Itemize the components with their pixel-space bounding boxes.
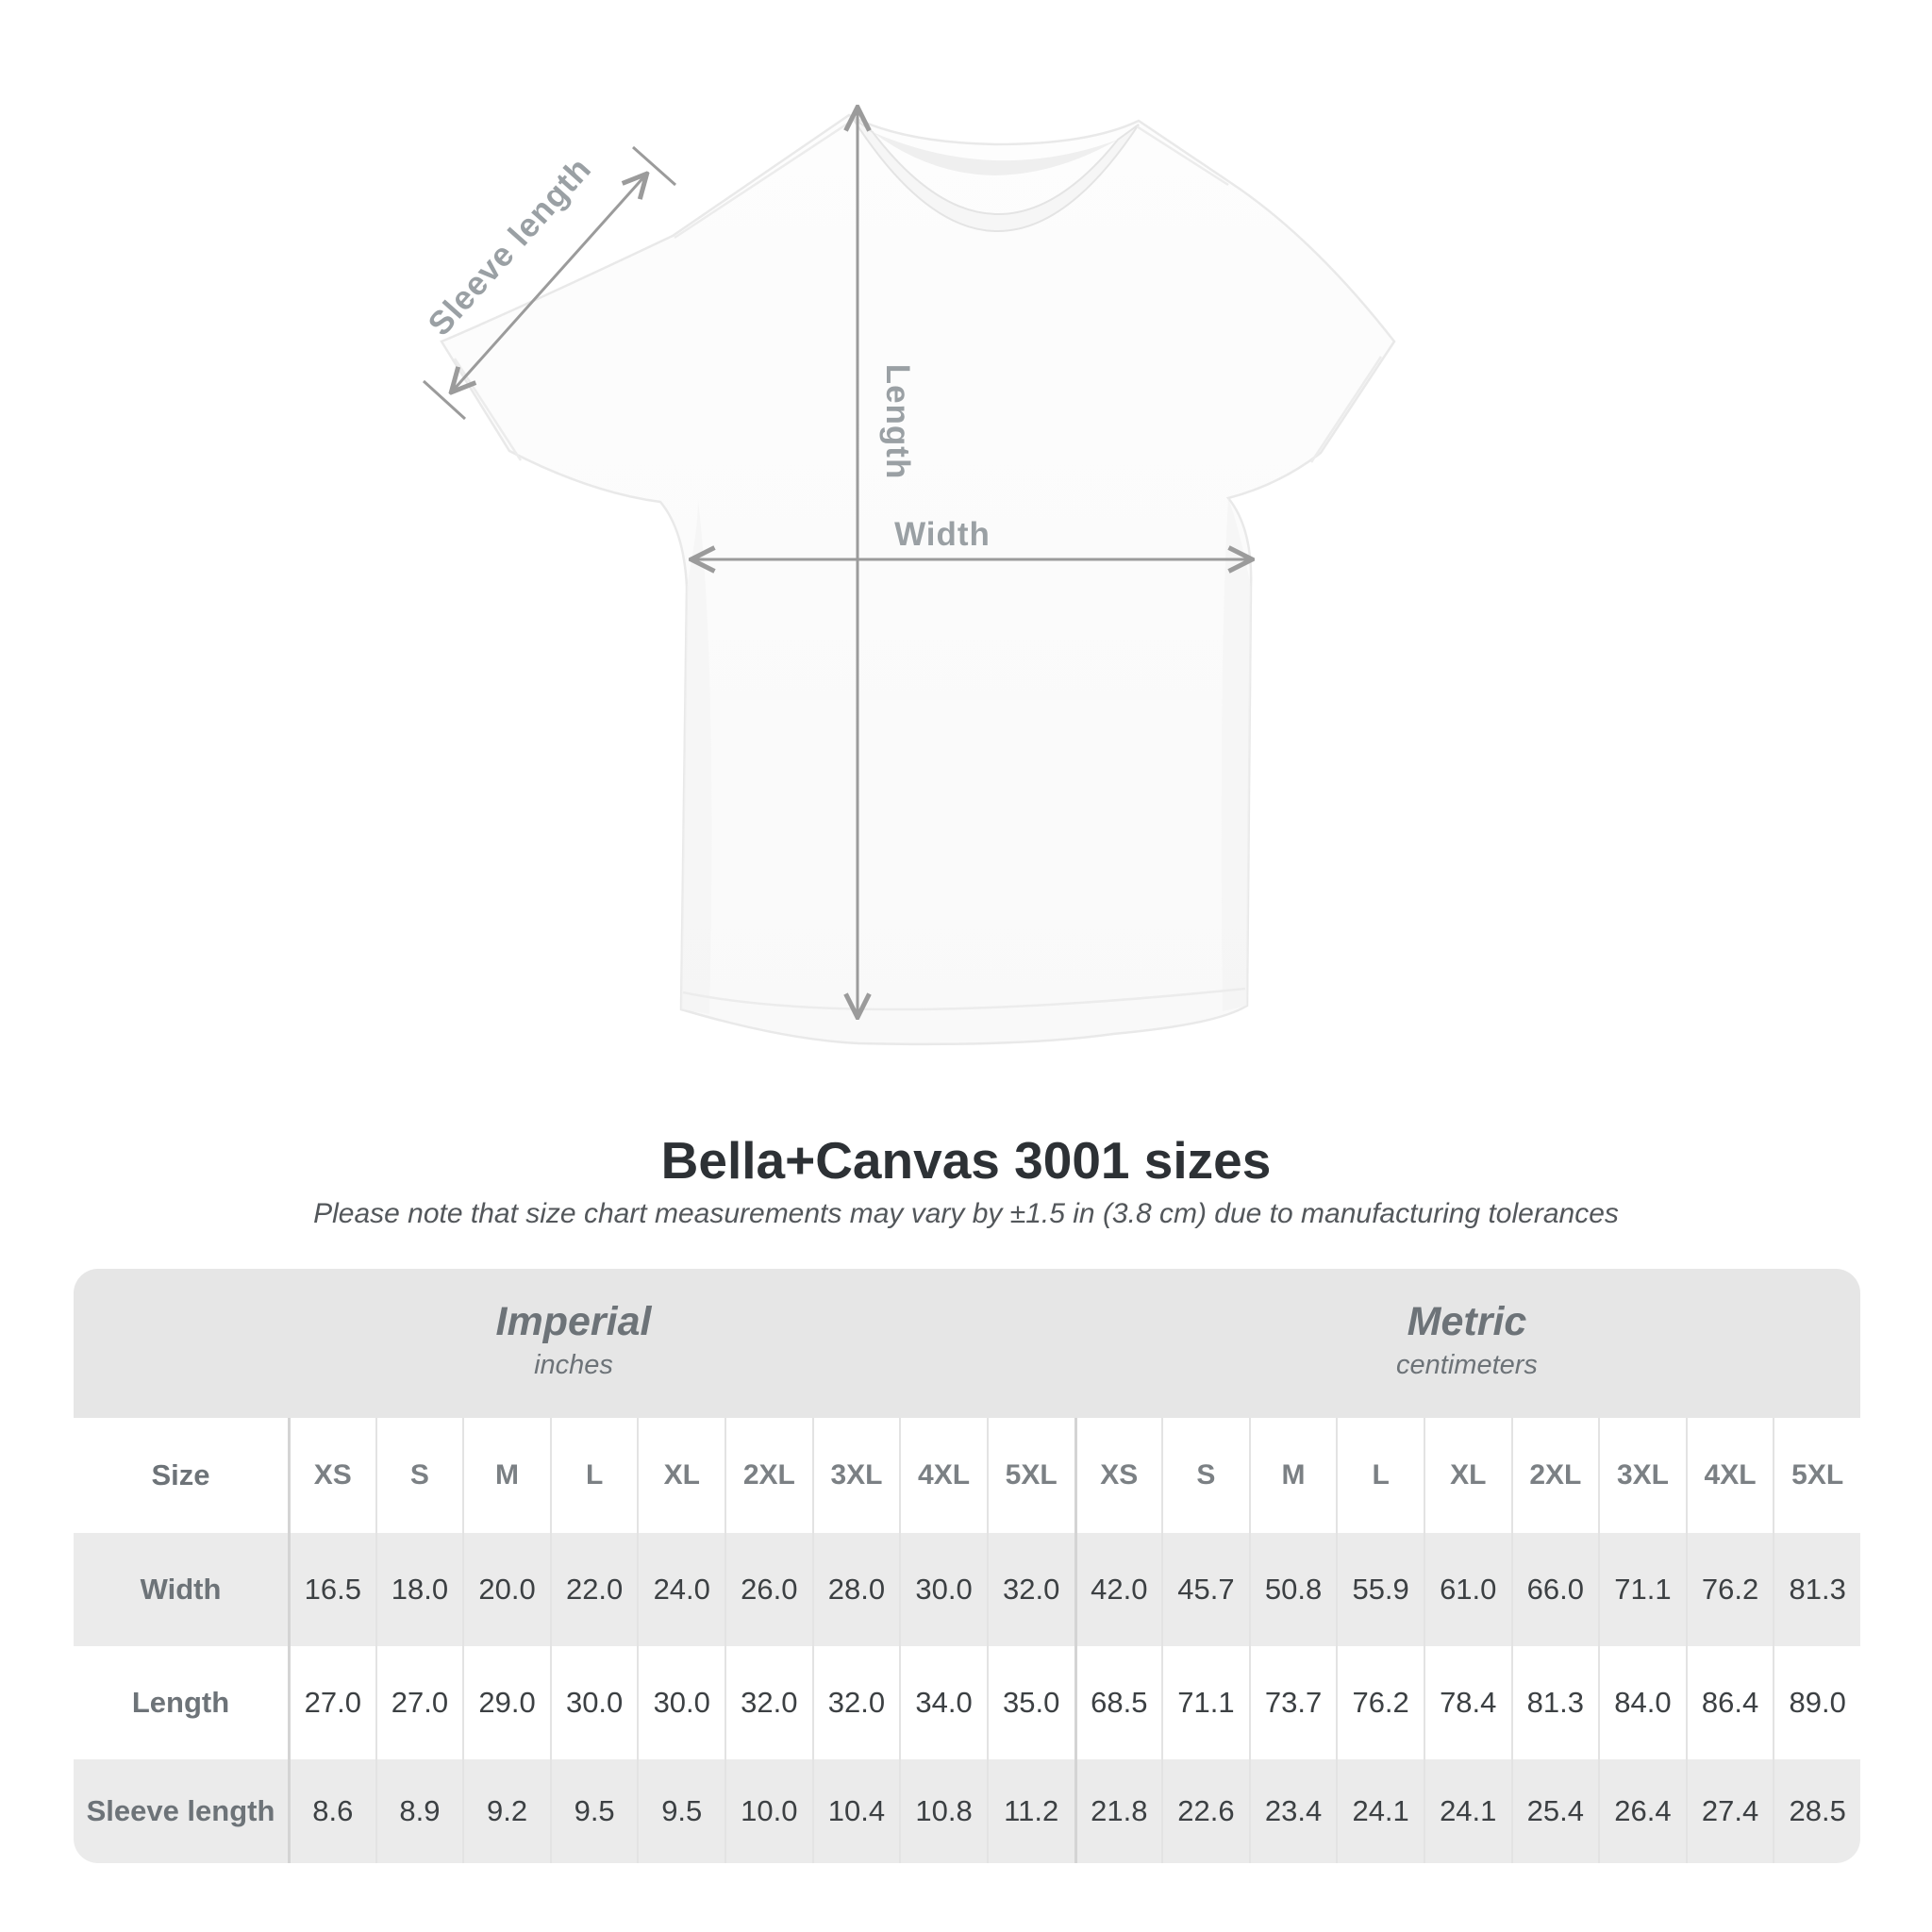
value-metric-width-xs: 42.0 (1074, 1533, 1162, 1646)
size-header-imperial-xs: XS (288, 1418, 375, 1533)
value-metric-length-2xl: 81.3 (1511, 1646, 1599, 1759)
value-imperial-length-2xl: 32.0 (724, 1646, 812, 1759)
value-imperial-sleeve-length-m: 9.2 (462, 1759, 550, 1863)
imperial-header-cell (74, 1269, 1074, 1418)
value-metric-sleeve-length-4xl: 27.4 (1686, 1759, 1774, 1863)
value-metric-length-xs: 68.5 (1074, 1646, 1162, 1759)
value-imperial-width-xs: 16.5 (288, 1533, 375, 1646)
size-header-metric-l: L (1336, 1418, 1424, 1533)
size-header-metric-4xl: 4XL (1686, 1418, 1774, 1533)
row-label-length: Length (131, 1686, 230, 1719)
value-imperial-sleeve-length-5xl: 11.2 (987, 1759, 1074, 1863)
value-imperial-length-xl: 30.0 (637, 1646, 724, 1759)
value-imperial-length-4xl: 34.0 (899, 1646, 987, 1759)
value-imperial-sleeve-length-2xl: 10.0 (724, 1759, 812, 1863)
value-metric-sleeve-length-xl: 24.1 (1424, 1759, 1511, 1863)
value-metric-sleeve-length-5xl: 28.5 (1773, 1759, 1860, 1863)
value-metric-length-s: 71.1 (1161, 1646, 1249, 1759)
page-title: Bella+Canvas 3001 sizes (660, 1131, 1272, 1190)
value-metric-width-s: 45.7 (1161, 1533, 1249, 1646)
size-header-metric-xl: XL (1424, 1418, 1511, 1533)
value-metric-sleeve-length-m: 23.4 (1249, 1759, 1337, 1863)
value-imperial-width-xl: 24.0 (637, 1533, 724, 1646)
sleeve-length-label: Sleeve length (421, 150, 599, 343)
value-metric-length-m: 73.7 (1249, 1646, 1337, 1759)
value-metric-length-5xl: 89.0 (1773, 1646, 1860, 1759)
imperial-header: Imperial (495, 1299, 652, 1344)
value-imperial-width-l: 22.0 (550, 1533, 638, 1646)
value-metric-width-5xl: 81.3 (1773, 1533, 1860, 1646)
size-header-metric-s: S (1161, 1418, 1249, 1533)
value-imperial-sleeve-length-xl: 9.5 (637, 1759, 724, 1863)
metric-header: Metric (1407, 1299, 1527, 1344)
size-header-metric-5xl: 5XL (1773, 1418, 1860, 1533)
value-metric-width-m: 50.8 (1249, 1533, 1337, 1646)
value-metric-width-l: 55.9 (1336, 1533, 1424, 1646)
value-imperial-width-3xl: 28.0 (812, 1533, 900, 1646)
width-label: Width (894, 516, 991, 553)
value-metric-width-2xl: 66.0 (1511, 1533, 1599, 1646)
value-metric-length-xl: 78.4 (1424, 1646, 1511, 1759)
value-imperial-sleeve-length-3xl: 10.4 (812, 1759, 900, 1863)
value-metric-sleeve-length-xs: 21.8 (1074, 1759, 1162, 1863)
size-header-imperial-xl: XL (637, 1418, 724, 1533)
value-imperial-length-3xl: 32.0 (812, 1646, 900, 1759)
row-label-width: Width (140, 1573, 222, 1606)
measure-row-sleeve-length (74, 1759, 1860, 1863)
shading-right (1222, 498, 1251, 1011)
value-imperial-sleeve-length-4xl: 10.8 (899, 1759, 987, 1863)
value-metric-sleeve-length-l: 24.1 (1336, 1759, 1424, 1863)
size-header-row (74, 1418, 1860, 1533)
row-label-sleeve-length: Sleeve length (86, 1794, 275, 1827)
value-imperial-width-m: 20.0 (462, 1533, 550, 1646)
value-metric-sleeve-length-s: 22.6 (1161, 1759, 1249, 1863)
length-label: Length (879, 363, 916, 480)
size-header-metric-xs: XS (1074, 1418, 1162, 1533)
size-header-imperial-2xl: 2XL (724, 1418, 812, 1533)
size-header-imperial-4xl: 4XL (899, 1418, 987, 1533)
value-imperial-length-m: 29.0 (462, 1646, 550, 1759)
metric-unit: centimeters (1396, 1350, 1538, 1380)
value-imperial-width-s: 18.0 (375, 1533, 463, 1646)
value-metric-width-xl: 61.0 (1424, 1533, 1511, 1646)
value-imperial-sleeve-length-l: 9.5 (550, 1759, 638, 1863)
tolerance-note: Please note that size chart measurements may vary by ±1.5 in (3.8 cm) due to manufacturing tolerances (313, 1198, 1619, 1229)
value-imperial-sleeve-length-xs: 8.6 (288, 1759, 375, 1863)
value-metric-width-3xl: 71.1 (1598, 1533, 1686, 1646)
value-imperial-width-4xl: 30.0 (899, 1533, 987, 1646)
value-metric-length-3xl: 84.0 (1598, 1646, 1686, 1759)
tshirt-body (441, 115, 1394, 1044)
value-imperial-length-l: 30.0 (550, 1646, 638, 1759)
size-header-metric-3xl: 3XL (1598, 1418, 1686, 1533)
value-metric-sleeve-length-3xl: 26.4 (1598, 1759, 1686, 1863)
size-header-imperial-m: M (462, 1418, 550, 1533)
value-imperial-sleeve-length-s: 8.9 (375, 1759, 463, 1863)
size-header-imperial-s: S (375, 1418, 463, 1533)
value-imperial-length-s: 27.0 (375, 1646, 463, 1759)
value-imperial-length-5xl: 35.0 (987, 1646, 1074, 1759)
imperial-unit: inches (534, 1350, 613, 1380)
size-header-metric-m: M (1249, 1418, 1337, 1533)
value-imperial-width-5xl: 32.0 (987, 1533, 1074, 1646)
size-header-imperial-3xl: 3XL (812, 1418, 900, 1533)
value-imperial-length-xs: 27.0 (288, 1646, 375, 1759)
size-header-metric-2xl: 2XL (1511, 1418, 1599, 1533)
unit-header-band (74, 1269, 1860, 1418)
value-metric-length-l: 76.2 (1336, 1646, 1424, 1759)
size-header-imperial-5xl: 5XL (987, 1418, 1074, 1533)
tshirt-illustration (441, 115, 1394, 1044)
value-imperial-width-2xl: 26.0 (724, 1533, 812, 1646)
measure-row-width (74, 1533, 1860, 1646)
size-grid (74, 1418, 1860, 1863)
value-metric-length-4xl: 86.4 (1686, 1646, 1774, 1759)
measure-row-length (74, 1646, 1860, 1759)
value-metric-sleeve-length-2xl: 25.4 (1511, 1759, 1599, 1863)
value-metric-width-4xl: 76.2 (1686, 1533, 1774, 1646)
size-column-header: Size (151, 1458, 210, 1491)
metric-header-cell (1074, 1269, 1860, 1418)
size-chart-table (74, 1269, 1860, 1863)
size-header-imperial-l: L (550, 1418, 638, 1533)
